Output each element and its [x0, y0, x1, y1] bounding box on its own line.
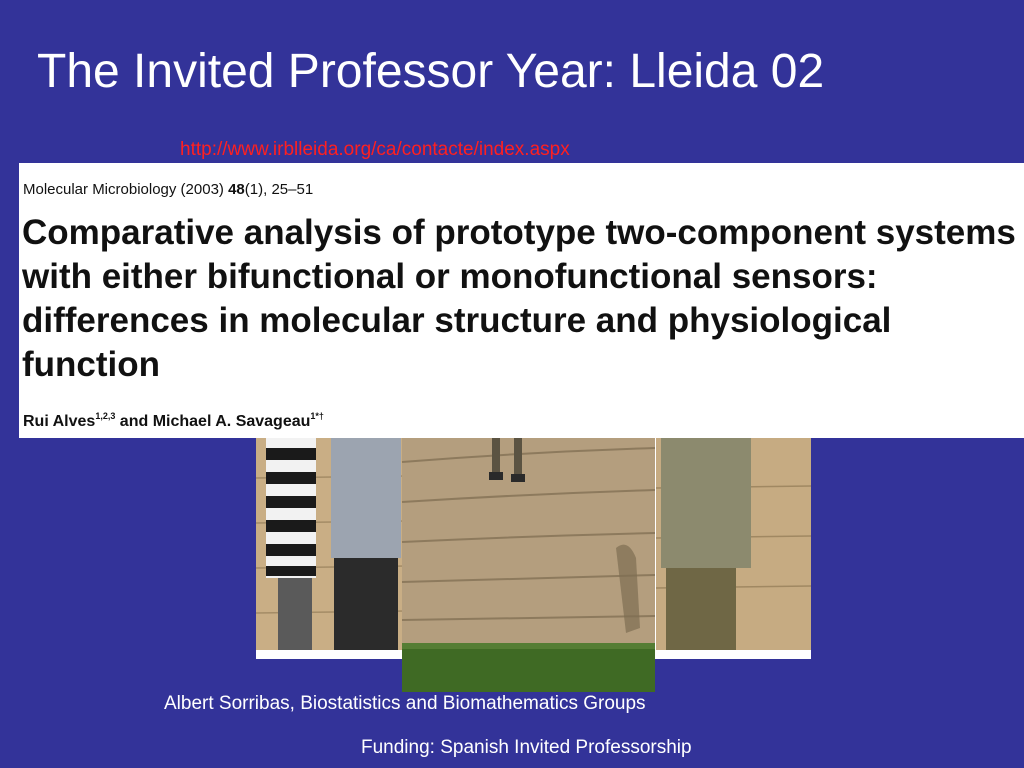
journal-name: Molecular Microbiology (2003): [23, 181, 224, 198]
author-affiliation: 1*†: [310, 411, 324, 421]
slide-title: The Invited Professor Year: Lleida 02: [37, 45, 825, 98]
group-photo-collage: [256, 438, 811, 692]
institute-url-link[interactable]: http://www.irblleida.org/ca/contacte/index.aspx: [180, 139, 570, 160]
journal-citation: [23, 181, 313, 198]
author-credit: Albert Sorribas, Biostatistics and Biomathematics Groups: [164, 693, 646, 714]
funding-note: Funding: Spanish Invited Professorship: [361, 737, 692, 758]
paper-authors: [23, 411, 324, 431]
journal-issue-pages: (1), 25–51: [244, 181, 314, 198]
author-affiliation: 1,2,3: [95, 411, 116, 421]
journal-volume: 48: [228, 181, 245, 198]
author-connector: and: [115, 413, 153, 430]
paper-header-clipping: [19, 163, 1024, 438]
paper-title: Comparative analysis of prototype two-component systems with either bifunctional or monofunctional sensors: differences in molecular structure and physiological function: [22, 213, 1016, 384]
group-photo-image: [256, 438, 811, 692]
author-name: Rui Alves: [23, 413, 96, 430]
author-name: Michael A. Savageau: [152, 413, 311, 430]
